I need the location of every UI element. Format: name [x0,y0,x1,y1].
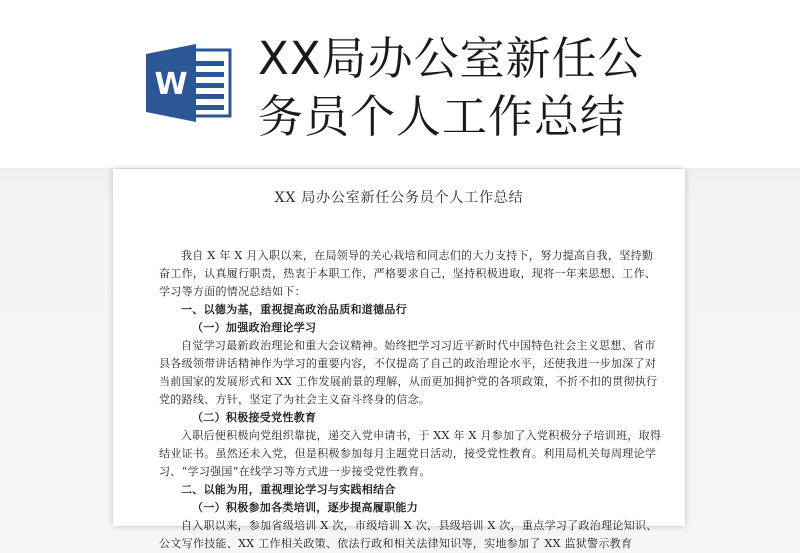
document-heading: 一、以德为基，重视提高政治品质和道德品行 [181,303,407,316]
document-heading: （一）加强政治理论学习 [192,321,317,334]
document-paragraph: 我自 X 年 X 月入职以来，在局领导的关心栽培和同志们的大力支持下，努力提高自我，坚持勤奋工作，认真履行职责，热衷于本职工作，严格要求自己，坚持积极进取，现将一年来思想、工作、学习等方面的情况总结如下： [159,249,657,298]
word-icon-letter: W [154,67,188,102]
document-heading: （一）积极参加各类培训，逐步提高履职能力 [192,501,418,514]
page-title-line-2: 务员个人工作总结 [258,90,627,143]
document-heading: （二）积极接受党性教育 [192,411,317,424]
document-page [113,169,685,550]
page-title-line-1: XX局办公室新任公 [258,32,644,85]
page-title [258,30,778,146]
banner-header [0,0,800,168]
document-heading: 二、以能为用，重视理论学习与实践相结合 [181,483,396,496]
word-icon [146,44,232,122]
document-paragraph: 自觉学习最新政治理论和重大会议精神。始终把学习习近平新时代中国特色社会主义思想、省市县各级领带讲话精神作为学习的重要内容，不仅提高了自己的政治理论水平，还使我进一步加深了对当前国家的发展形式和 XX 工作发展前景的理解，从而更加拥护党的各项政策，不折不扣的贯彻执行党的路线、方针，坚定了为社会主义奋斗终身的信念。 [159,339,658,406]
document-body [159,247,663,553]
document-paragraph: 入职后便积极向党组织靠拢，递交入党申请书，于 XX 年 X 月参加了入党积极分子培训班，取得结业证书。虽然还未入党，但是积极参加每月主题党日活动，接受党性教育。利用局机关每周理论学习、“学习强国”在线学习等方式进一步接受党性教育。 [159,429,662,478]
document-title: XX 局办公室新任公务员个人工作总结 [274,190,524,206]
document-paragraph: 自入职以来，参加省级培训 X 次，市级培训 X 次，县级培训 X 次，重点学习了政治理论知识、公文写作技能、XX 工作相关政策、依法行政和相关法律知识等，实地参加了 XX 监狱警示教育 [159,519,658,550]
